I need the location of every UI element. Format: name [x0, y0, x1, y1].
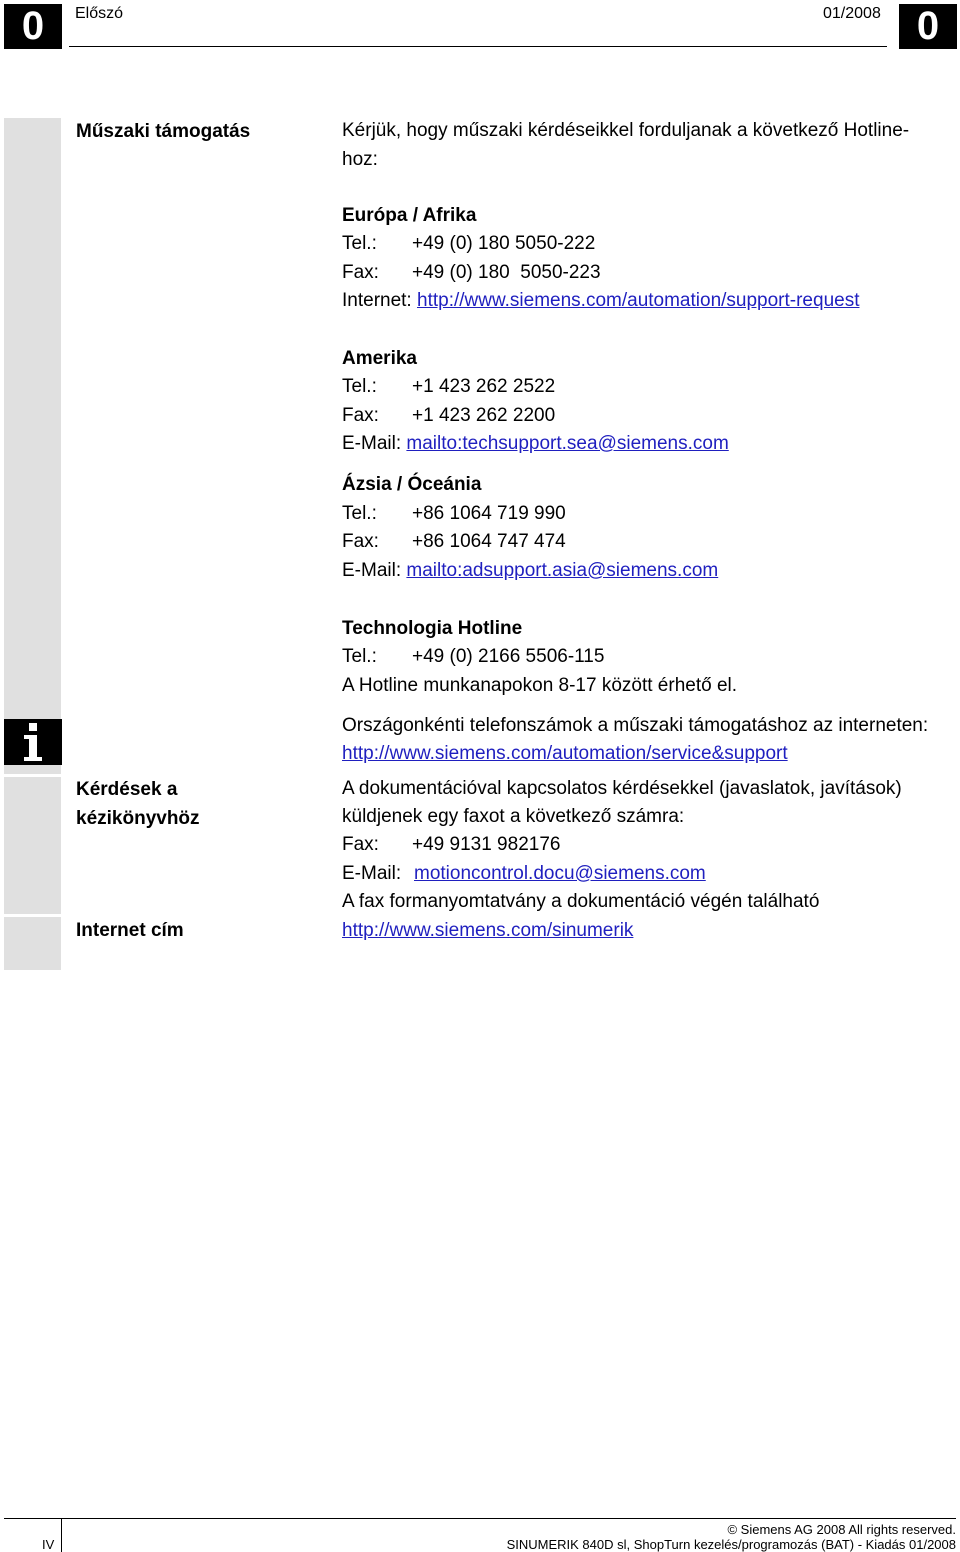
fax-label: Fax: — [342, 405, 379, 426]
europe-support-link[interactable]: http://www.siemens.com/automation/support-request — [417, 290, 860, 311]
america-fax: +1 423 262 2200 — [412, 405, 556, 426]
docu-fax: +49 9131 982176 — [412, 834, 561, 855]
docu-email-link[interactable]: motioncontrol.docu@siemens.com — [414, 863, 706, 884]
fax-form-note: A fax formanyomtatvány a dokumentáció végén található — [342, 891, 820, 912]
chapter-number-right: 0 — [899, 4, 957, 49]
section-title: Előszó — [75, 5, 124, 22]
email-label: E-Mail: — [342, 863, 402, 884]
asia-email-row — [342, 557, 718, 586]
asia-fax-row — [342, 528, 566, 557]
tech-hotline-title: Technologia Hotline — [342, 618, 523, 639]
tech-tel-row — [342, 643, 604, 672]
intro-line-2: hoz: — [342, 149, 378, 170]
europe-fax-row — [342, 259, 601, 288]
service-support-link[interactable]: http://www.siemens.com/automation/service&support — [342, 743, 788, 764]
footer-rule — [4, 1518, 956, 1519]
tech-tel: +49 (0) 2166 5506-115 — [412, 646, 605, 667]
region-europe-title: Európa / Afrika — [342, 205, 477, 226]
america-email-link[interactable]: mailto:techsupport.sea@siemens.com — [406, 433, 729, 454]
margin-bar-gap — [4, 914, 61, 917]
copyright: © Siemens AG 2008 All rights reserved. — [727, 1522, 956, 1537]
hotline-hours-note: A Hotline munkanapokon 8-17 között érhető el. — [342, 675, 738, 696]
label-technical-support: Műszaki támogatás — [76, 121, 251, 142]
fax-label: Fax: — [342, 531, 379, 552]
europe-fax: +49 (0) 180 5050-223 — [412, 262, 601, 283]
docu-line-1: A dokumentációval kapcsolatos kérdésekkel (javaslatok, javítások) — [342, 778, 902, 799]
chapter-number-left: 0 — [4, 4, 62, 49]
label-manual-questions-line2: kézikönyvhöz — [76, 808, 200, 829]
asia-tel-row — [342, 500, 566, 529]
america-email-row — [342, 430, 729, 459]
region-america-title: Amerika — [342, 348, 417, 369]
footer-divider — [61, 1518, 62, 1552]
sinumerik-link[interactable]: http://www.siemens.com/sinumerik — [342, 920, 634, 941]
page-number: IV — [42, 1537, 55, 1552]
america-fax-row — [342, 402, 555, 431]
europe-tel-row — [342, 230, 595, 259]
fax-label: Fax: — [342, 262, 379, 283]
tel-label: Tel.: — [342, 233, 377, 254]
email-label: E-Mail: — [342, 560, 402, 581]
info-icon — [4, 719, 62, 765]
tel-label: Tel.: — [342, 376, 377, 397]
region-asia-title: Ázsia / Óceánia — [342, 474, 482, 495]
asia-tel: +86 1064 719 990 — [412, 503, 566, 524]
label-manual-questions-line1: Kérdések a — [76, 779, 178, 800]
intro-line-1: Kérjük, hogy műszaki kérdéseikkel forduljanak a következő Hotline- — [342, 120, 910, 141]
sinumerik-link-row — [342, 917, 633, 946]
tel-label: Tel.: — [342, 646, 377, 667]
europe-internet-row — [342, 287, 859, 316]
asia-fax: +86 1064 747 474 — [412, 531, 566, 552]
tel-label: Tel.: — [342, 503, 377, 524]
europe-tel: +49 (0) 180 5050-222 — [412, 233, 596, 254]
america-tel-row — [342, 373, 555, 402]
docu-fax-row — [342, 831, 560, 860]
internet-label: Internet: — [342, 290, 412, 311]
asia-email-link[interactable]: mailto:adsupport.asia@siemens.com — [406, 560, 719, 581]
margin-bar — [4, 118, 61, 970]
header-rule — [69, 46, 887, 47]
info-icon-glyph — [4, 719, 62, 765]
margin-bar-gap — [4, 774, 61, 777]
fax-label: Fax: — [342, 834, 379, 855]
docu-email-row — [342, 860, 706, 889]
label-internet-address: Internet cím — [76, 920, 184, 941]
product-edition: SINUMERIK 840D sl, ShopTurn kezelés/programozás (BAT) - Kiadás 01/2008 — [506, 1537, 956, 1552]
email-label: E-Mail: — [342, 433, 402, 454]
service-support-link-row — [342, 740, 788, 769]
docu-line-2: küldjenek egy faxot a következő számra: — [342, 806, 685, 827]
country-numbers-note: Országonkénti telefonszámok a műszaki támogatáshoz az interneten: — [342, 715, 929, 736]
america-tel: +1 423 262 2522 — [412, 376, 556, 397]
edition-date: 01/2008 — [823, 5, 881, 22]
